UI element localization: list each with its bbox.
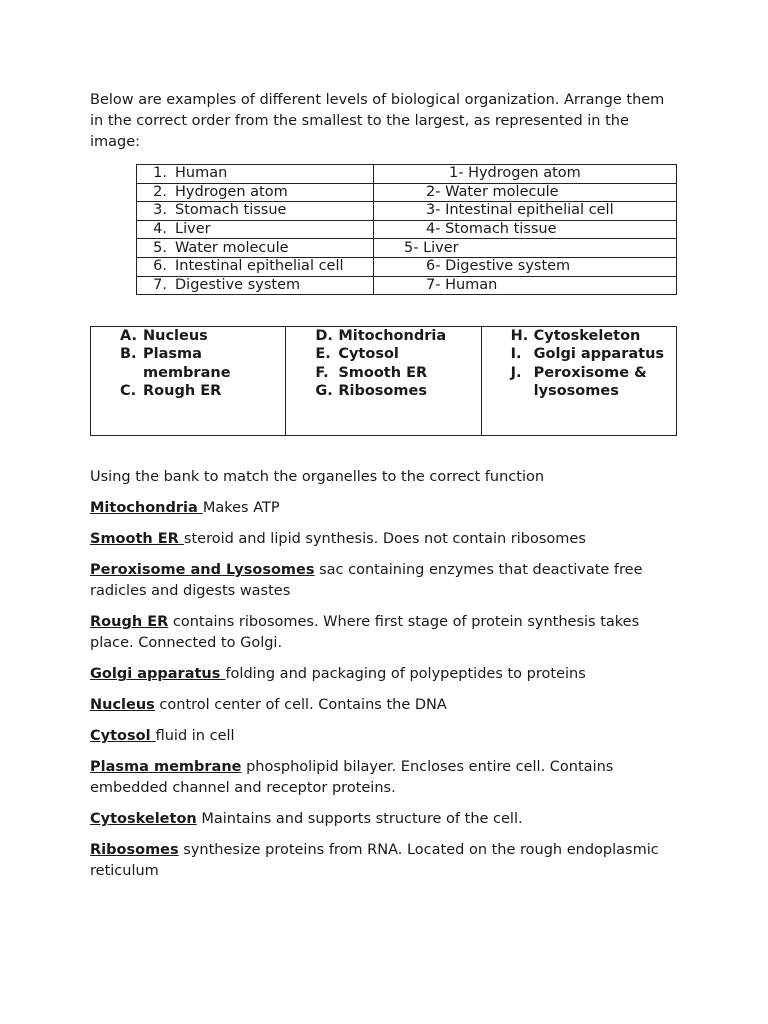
organelle-term: Golgi apparatus	[90, 666, 226, 683]
bank-letter: F.	[315, 364, 329, 381]
organelle-function: control center of cell. Contains the DNA	[154, 697, 447, 714]
item-label: Hydrogen atom	[175, 183, 288, 200]
organelle-function: phospholipid bilayer. Encloses entire cell. Contains embedded channel and receptor proteins.	[90, 759, 614, 797]
ordered-answer-cell	[374, 202, 677, 221]
unordered-item-cell	[137, 276, 374, 295]
bank-organelle: Nucleus	[143, 328, 208, 345]
answer-label: 6- Digestive system	[426, 258, 571, 275]
item-label: Digestive system	[175, 276, 301, 293]
ordered-answer-cell	[374, 239, 677, 258]
unordered-item-cell	[137, 202, 374, 221]
bank-organelle: Mitochondria	[338, 328, 447, 345]
item-label: Water molecule	[175, 239, 289, 256]
bank-organelle: Cytosol	[338, 346, 399, 363]
organelle-term: Nucleus	[90, 697, 155, 714]
bank-organelle: Peroxisome & lysosomes	[533, 364, 647, 400]
function-answer	[90, 560, 680, 602]
word-bank-item	[511, 364, 676, 401]
function-answer	[90, 695, 680, 716]
function-answer	[90, 498, 680, 519]
organelle-term: Smooth ER	[90, 531, 184, 548]
bank-letter: J.	[510, 364, 522, 381]
function-answer	[90, 840, 680, 882]
matching-instructions: Using the bank to match the organelles to the correct function	[90, 469, 545, 486]
item-number: 6.	[153, 258, 167, 275]
bank-letter: C.	[120, 383, 137, 400]
organelle-function: steroid and lipid synthesis. Does not contain ribosomes	[183, 531, 586, 548]
answer-list	[90, 498, 680, 882]
answer-label: 3- Intestinal epithelial cell	[426, 202, 614, 219]
word-bank-item	[315, 364, 480, 382]
order-table-row	[137, 202, 677, 221]
organelle-function: fluid in cell	[155, 728, 235, 745]
order-table-row	[137, 165, 677, 184]
function-answer	[90, 757, 680, 799]
bank-organelle: Plasma membrane	[143, 346, 231, 381]
bank-letter: A.	[120, 328, 137, 345]
ordered-answer-cell	[374, 257, 677, 276]
answer-label: 1- Hydrogen atom	[449, 165, 581, 182]
item-number: 3.	[153, 202, 167, 219]
word-bank-item	[511, 327, 676, 345]
bank-letter: D.	[315, 328, 333, 345]
order-table-row	[137, 239, 677, 258]
word-bank-item	[315, 345, 480, 363]
unordered-item-cell	[137, 239, 374, 258]
item-number: 1.	[153, 165, 167, 182]
word-bank-item	[315, 327, 480, 345]
bank-letter: H.	[510, 328, 529, 345]
order-table-row	[137, 220, 677, 239]
function-answer	[90, 809, 680, 830]
organization-order-table	[136, 164, 677, 295]
word-bank-item	[120, 382, 285, 400]
answer-label: 5- Liver	[404, 239, 459, 256]
bank-letter: E.	[315, 346, 331, 363]
item-number: 5.	[153, 239, 167, 256]
unordered-item-cell	[137, 183, 374, 202]
organelle-term: Plasma membrane	[90, 759, 242, 776]
word-bank-column	[286, 327, 481, 436]
unordered-item-cell	[137, 220, 374, 239]
organelle-term: Ribosomes	[90, 842, 179, 859]
word-bank-column	[91, 327, 286, 436]
function-answer	[90, 726, 680, 747]
organelle-term: Rough ER	[90, 614, 169, 631]
organelle-function: Makes ATP	[202, 500, 280, 517]
bank-letter: G.	[315, 383, 333, 400]
word-bank-column	[481, 327, 676, 436]
document-page	[90, 90, 680, 882]
word-bank-item	[120, 327, 285, 345]
item-number: 2.	[153, 183, 167, 200]
item-label: Stomach tissue	[175, 202, 287, 219]
word-bank-item	[120, 345, 285, 382]
item-label: Human	[175, 165, 228, 182]
word-bank-item	[511, 345, 676, 363]
organelle-function: sac containing enzymes that deactivate free radicles and digests wastes	[90, 562, 643, 600]
organelle-function: contains ribosomes. Where first stage of protein synthesis takes place. Connected to Golgi.	[90, 614, 640, 652]
organelle-function: folding and packaging of polypeptides to proteins	[225, 666, 586, 683]
bank-letter: B.	[120, 346, 137, 363]
bank-organelle: Smooth ER	[338, 364, 428, 381]
function-answer	[90, 664, 680, 685]
answer-label: 7- Human	[426, 276, 498, 293]
order-table-row	[137, 183, 677, 202]
ordered-answer-cell	[374, 220, 677, 239]
bank-organelle: Cytoskeleton	[533, 328, 641, 345]
function-answer	[90, 529, 680, 550]
organelle-term: Peroxisome and Lysosomes	[90, 562, 315, 579]
item-number: 4.	[153, 221, 167, 238]
organelle-function: synthesize proteins from RNA. Located on the rough endoplasmic reticulum	[90, 842, 659, 880]
item-label: Liver	[175, 221, 211, 238]
bank-organelle: Golgi apparatus	[533, 346, 665, 363]
ordered-answer-cell	[374, 183, 677, 202]
ordered-answer-cell	[374, 276, 677, 295]
ordered-answer-cell	[374, 165, 677, 184]
bank-organelle: Ribosomes	[338, 383, 427, 400]
organelle-term: Cytosol	[90, 728, 156, 745]
organelle-term: Cytoskeleton	[90, 811, 197, 828]
order-table-row	[137, 257, 677, 276]
organelle-term: Mitochondria	[90, 500, 203, 517]
word-bank-item	[315, 382, 480, 400]
order-table-row	[137, 276, 677, 295]
answer-label: 4- Stomach tissue	[426, 221, 557, 238]
intro-paragraph: Below are examples of different levels of biological organization. Arrange them in the correct order from the smallest to the largest, as represented in the image:	[90, 92, 665, 150]
bank-letter: I.	[510, 346, 522, 363]
answer-label: 2- Water molecule	[426, 183, 559, 200]
function-answer	[90, 612, 680, 654]
unordered-item-cell	[137, 165, 374, 184]
item-number: 7.	[153, 276, 167, 293]
organelle-word-bank	[90, 326, 677, 436]
bank-organelle: Rough ER	[143, 383, 222, 400]
item-label: Intestinal epithelial cell	[175, 258, 344, 275]
organelle-function: Maintains and supports structure of the cell.	[196, 811, 523, 828]
unordered-item-cell	[137, 257, 374, 276]
